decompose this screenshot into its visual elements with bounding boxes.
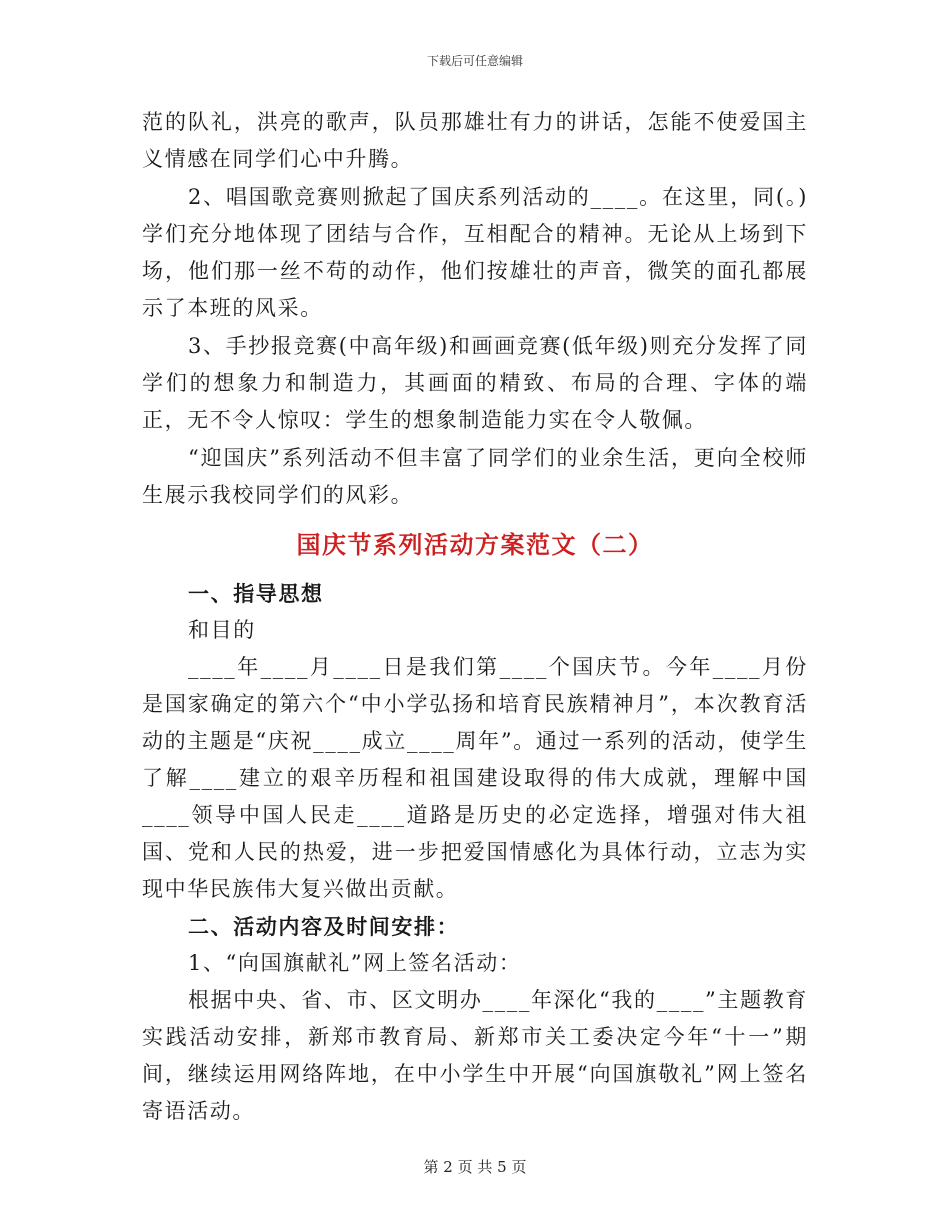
paragraph-purpose-line: 和目的 (188, 618, 256, 642)
heading-guiding-ideology: 一、指导思想 (188, 581, 324, 606)
list-item-flag-signing: 1、“向国旗献礼”网上签名活动： (188, 951, 522, 975)
paragraph-continued: 范的队礼，洪亮的歌声，队员那雄壮有力的讲话，怎能不使爱国主义情感在同学们心中升腾。 (142, 110, 808, 171)
paragraph-purpose-body: ____年____月____日是我们第____个国庆节。今年____月份是国家确定的第六个“中小学弘扬和培育民族精神月”，本次教育活动的主题是“庆祝____成立____周年”。通过一系列的活动，使学生了解____建立的艰辛历程和祖国建设取得的伟大成就，理解中国____领导中国人民走____道路是历史的必定选择，增强对伟大祖国、党和人民的热爱，进一步把爱国情感化为具体行动，立志为实现中华民族伟大复兴做出贡献。 (142, 655, 808, 901)
section-title: 国庆节系列活动方案范文（二） (296, 530, 654, 559)
paragraph-poster-contest: 3、手抄报竞赛(中高年级)和画画竞赛(低年级)则充分发挥了同学们的想象力和制造力，其画面的精致、布局的合理、字体的端正，无不令人惊叹：学生的想象制造能力实在令人敬佩。 (142, 334, 808, 432)
page-header: 下载后可任意编辑 (426, 54, 523, 68)
page-footer: 第 2 页 共 5 页 (423, 1158, 527, 1176)
heading-activity-schedule: 二、活动内容及时间安排： (188, 914, 460, 939)
paragraph-anthem-contest: 2、唱国歌竞赛则掀起了国庆系列活动的____。在这里，同(。)学们充分地体现了团结与合作，互相配合的精神。无论从上场到下场，他们那一丝不苟的动作，他们按雄壮的声音，微笑的面孔都展示了本班的风采。 (142, 185, 808, 320)
paragraph-activity-body: 根据中央、省、市、区文明办____年深化“我的____”主题教育实践活动安排，新郑市教育局、新郑市关工委决定今年“十一”期间，继续运用网络阵地，在中小学生中开展“向国旗敬礼”网上签名寄语活动。 (142, 988, 808, 1123)
paragraph-summary: “迎国庆”系列活动不但丰富了同学们的业余生活，更向全校师生展示我校同学们的风彩。 (142, 446, 808, 507)
document-body (142, 104, 808, 1130)
